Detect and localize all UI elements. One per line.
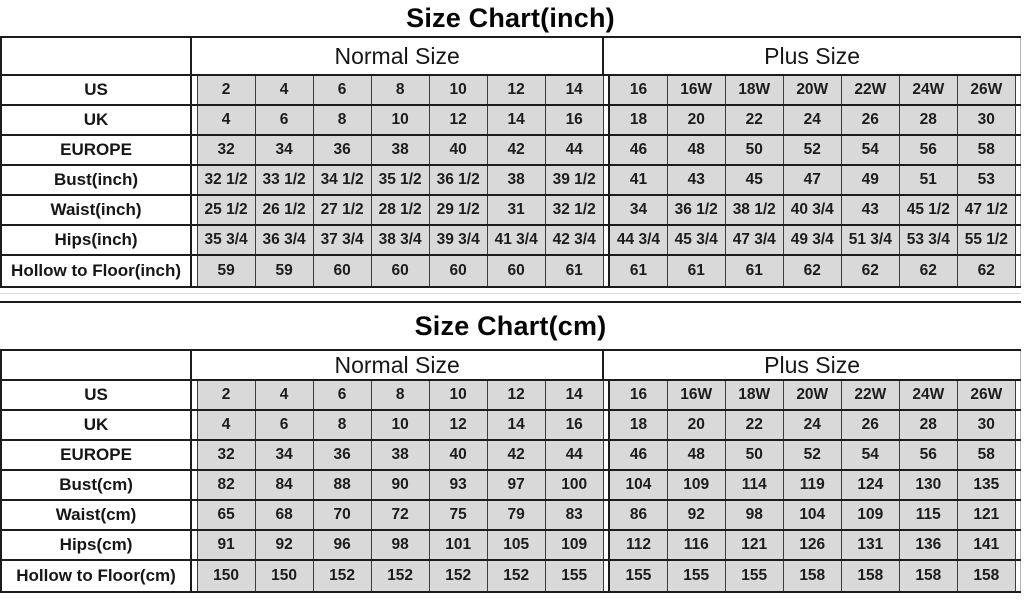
size-cell: 131 — [841, 530, 899, 560]
size-cell: 18W — [725, 75, 783, 105]
size-cell: 40 — [429, 440, 487, 470]
size-cell: 24W — [899, 75, 957, 105]
table-gap-gridline — [0, 288, 1024, 301]
size-cell: 26W — [957, 380, 1015, 410]
size-cell: 60 — [429, 255, 487, 287]
right-spacer — [1015, 440, 1020, 470]
size-cell: 6 — [255, 105, 313, 135]
size-cell: 35 3/4 — [197, 225, 255, 255]
group-header-plus-size: Plus Size — [603, 37, 1020, 75]
table-row — [1, 560, 1021, 592]
size-cell: 152 — [313, 560, 371, 592]
size-cell: 135 — [957, 470, 1015, 500]
size-cell: 36 — [313, 135, 371, 165]
size-cell: 20W — [783, 75, 841, 105]
size-cell: 38 3/4 — [371, 225, 429, 255]
size-cell: 26 — [841, 105, 899, 135]
size-cell: 119 — [783, 470, 841, 500]
size-cell: 49 — [841, 165, 899, 195]
size-cell: 36 3/4 — [255, 225, 313, 255]
size-cell: 47 1/2 — [957, 195, 1015, 225]
size-cell: 39 3/4 — [429, 225, 487, 255]
chart-title-cm: Size Chart(cm) — [0, 301, 1021, 349]
size-chart-inch-section — [0, 0, 1024, 288]
right-spacer — [1015, 530, 1020, 560]
size-cell: 79 — [487, 500, 545, 530]
size-cell: 30 — [957, 105, 1015, 135]
size-cell: 53 — [957, 165, 1015, 195]
size-cell: 101 — [429, 530, 487, 560]
size-cell: 44 3/4 — [609, 225, 667, 255]
size-cell: 36 1/2 — [429, 165, 487, 195]
row-label: Bust(cm) — [1, 470, 191, 500]
size-cell: 72 — [371, 500, 429, 530]
size-cell: 54 — [841, 135, 899, 165]
size-cell: 16 — [609, 380, 667, 410]
table-row — [1, 195, 1021, 225]
table-row — [1, 105, 1021, 135]
size-cell: 35 1/2 — [371, 165, 429, 195]
size-cell: 12 — [487, 380, 545, 410]
size-cell: 105 — [487, 530, 545, 560]
size-cell: 104 — [609, 470, 667, 500]
corner-cell — [1, 350, 191, 380]
size-cell: 22 — [725, 105, 783, 135]
size-cell: 30 — [957, 410, 1015, 440]
size-cell: 48 — [667, 440, 725, 470]
size-cell: 32 1/2 — [545, 195, 603, 225]
size-cell: 56 — [899, 440, 957, 470]
size-cell: 42 3/4 — [545, 225, 603, 255]
size-cell: 18W — [725, 380, 783, 410]
size-cell: 62 — [841, 255, 899, 287]
size-cell: 115 — [899, 500, 957, 530]
size-cell: 34 — [255, 135, 313, 165]
size-cell: 37 3/4 — [313, 225, 371, 255]
size-cell: 116 — [667, 530, 725, 560]
size-cell: 42 — [487, 135, 545, 165]
size-cell: 36 1/2 — [667, 195, 725, 225]
size-cell: 56 — [899, 135, 957, 165]
size-cell: 112 — [609, 530, 667, 560]
row-label: Hollow to Floor(cm) — [1, 560, 191, 592]
size-cell: 22W — [841, 380, 899, 410]
chart-title-inch: Size Chart(inch) — [406, 3, 615, 33]
size-cell: 26W — [957, 75, 1015, 105]
size-cell: 158 — [899, 560, 957, 592]
row-label: Hips(cm) — [1, 530, 191, 560]
size-cell: 155 — [725, 560, 783, 592]
size-cell: 38 1/2 — [725, 195, 783, 225]
size-cell: 34 — [255, 440, 313, 470]
size-cell: 36 — [313, 440, 371, 470]
size-cell: 158 — [783, 560, 841, 592]
right-spacer — [1015, 75, 1020, 105]
size-cell: 62 — [899, 255, 957, 287]
size-cell: 2 — [197, 380, 255, 410]
size-cell: 24 — [783, 410, 841, 440]
row-label: US — [1, 75, 191, 105]
size-cell: 121 — [725, 530, 783, 560]
size-cell: 58 — [957, 135, 1015, 165]
right-spacer — [1015, 135, 1020, 165]
row-label: Bust(inch) — [1, 165, 191, 195]
group-header-row — [1, 350, 1021, 380]
size-cell: 4 — [197, 410, 255, 440]
size-cell: 45 — [725, 165, 783, 195]
size-cell: 59 — [197, 255, 255, 287]
size-cell: 32 — [197, 135, 255, 165]
size-cell: 126 — [783, 530, 841, 560]
size-cell: 58 — [957, 440, 1015, 470]
right-spacer — [1015, 500, 1020, 530]
size-cell: 2 — [197, 75, 255, 105]
size-cell: 45 1/2 — [899, 195, 957, 225]
table-row — [1, 380, 1021, 410]
size-cell: 155 — [545, 560, 603, 592]
size-cell: 39 1/2 — [545, 165, 603, 195]
size-cell: 82 — [197, 470, 255, 500]
size-cell: 10 — [371, 410, 429, 440]
size-cell: 14 — [487, 105, 545, 135]
size-cell: 29 1/2 — [429, 195, 487, 225]
row-label: UK — [1, 410, 191, 440]
row-label: EUROPE — [1, 440, 191, 470]
size-cell: 60 — [487, 255, 545, 287]
size-cell: 91 — [197, 530, 255, 560]
size-cell: 26 — [841, 410, 899, 440]
size-table-inch — [0, 36, 1021, 288]
table-row — [1, 530, 1021, 560]
table-row — [1, 255, 1021, 287]
row-label: Waist(inch) — [1, 195, 191, 225]
size-cell: 42 — [487, 440, 545, 470]
size-cell: 22W — [841, 75, 899, 105]
row-label: EUROPE — [1, 135, 191, 165]
table-row — [1, 500, 1021, 530]
size-cell: 14 — [545, 380, 603, 410]
size-cell: 46 — [609, 440, 667, 470]
size-cell: 109 — [667, 470, 725, 500]
size-cell: 38 — [487, 165, 545, 195]
size-cell: 45 3/4 — [667, 225, 725, 255]
size-cell: 28 — [899, 410, 957, 440]
size-cell: 26 1/2 — [255, 195, 313, 225]
size-cell: 124 — [841, 470, 899, 500]
table-row — [1, 165, 1021, 195]
size-cell: 109 — [545, 530, 603, 560]
size-cell: 121 — [957, 500, 1015, 530]
size-cell: 34 1/2 — [313, 165, 371, 195]
size-cell: 93 — [429, 470, 487, 500]
size-cell: 10 — [429, 75, 487, 105]
size-cell: 4 — [255, 75, 313, 105]
size-cell: 20W — [783, 380, 841, 410]
size-cell: 4 — [255, 380, 313, 410]
size-cell: 27 1/2 — [313, 195, 371, 225]
size-cell: 75 — [429, 500, 487, 530]
row-label: US — [1, 380, 191, 410]
size-cell: 98 — [371, 530, 429, 560]
size-cell: 41 — [609, 165, 667, 195]
size-cell: 12 — [429, 105, 487, 135]
size-cell: 130 — [899, 470, 957, 500]
right-spacer — [1015, 380, 1020, 410]
table-row — [1, 410, 1021, 440]
size-cell: 28 1/2 — [371, 195, 429, 225]
size-cell: 54 — [841, 440, 899, 470]
size-cell: 43 — [667, 165, 725, 195]
size-cell: 44 — [545, 440, 603, 470]
size-cell: 150 — [255, 560, 313, 592]
size-cell: 52 — [783, 440, 841, 470]
size-chart-cm-section — [0, 301, 1024, 593]
size-cell: 53 3/4 — [899, 225, 957, 255]
size-cell: 50 — [725, 440, 783, 470]
size-cell: 16 — [545, 105, 603, 135]
size-cell: 4 — [197, 105, 255, 135]
size-cell: 61 — [545, 255, 603, 287]
size-cell: 14 — [545, 75, 603, 105]
row-label: UK — [1, 105, 191, 135]
size-cell: 158 — [957, 560, 1015, 592]
row-label: Waist(cm) — [1, 500, 191, 530]
size-cell: 47 — [783, 165, 841, 195]
size-cell: 16W — [667, 75, 725, 105]
size-cell: 6 — [313, 380, 371, 410]
size-cell: 55 1/2 — [957, 225, 1015, 255]
size-cell: 88 — [313, 470, 371, 500]
size-cell: 152 — [487, 560, 545, 592]
size-cell: 62 — [783, 255, 841, 287]
size-cell: 152 — [429, 560, 487, 592]
size-cell: 70 — [313, 500, 371, 530]
size-cell: 12 — [487, 75, 545, 105]
size-cell: 32 1/2 — [197, 165, 255, 195]
group-header-row — [1, 37, 1021, 75]
size-cell: 25 1/2 — [197, 195, 255, 225]
size-cell: 24 — [783, 105, 841, 135]
size-cell: 155 — [609, 560, 667, 592]
size-cell: 34 — [609, 195, 667, 225]
size-cell: 47 3/4 — [725, 225, 783, 255]
group-header-normal-size: Normal Size — [191, 350, 603, 380]
size-cell: 150 — [197, 560, 255, 592]
size-cell: 92 — [255, 530, 313, 560]
size-cell: 65 — [197, 500, 255, 530]
size-cell: 40 — [429, 135, 487, 165]
size-cell: 28 — [899, 105, 957, 135]
size-cell: 16W — [667, 380, 725, 410]
right-spacer — [1015, 195, 1020, 225]
table-row — [1, 440, 1021, 470]
group-header-plus-size: Plus Size — [603, 350, 1020, 380]
size-cell: 6 — [255, 410, 313, 440]
size-cell: 38 — [371, 135, 429, 165]
size-cell: 92 — [667, 500, 725, 530]
size-cell: 61 — [609, 255, 667, 287]
size-cell: 46 — [609, 135, 667, 165]
size-cell: 41 3/4 — [487, 225, 545, 255]
size-cell: 20 — [667, 105, 725, 135]
size-cell: 152 — [371, 560, 429, 592]
size-cell: 61 — [725, 255, 783, 287]
size-cell: 49 3/4 — [783, 225, 841, 255]
size-cell: 14 — [487, 410, 545, 440]
table-row — [1, 135, 1021, 165]
size-cell: 31 — [487, 195, 545, 225]
size-cell: 8 — [313, 105, 371, 135]
size-cell: 100 — [545, 470, 603, 500]
size-cell: 6 — [313, 75, 371, 105]
size-cell: 32 — [197, 440, 255, 470]
size-cell: 33 1/2 — [255, 165, 313, 195]
table-row — [1, 225, 1021, 255]
size-cell: 52 — [783, 135, 841, 165]
size-cell: 104 — [783, 500, 841, 530]
size-cell: 18 — [609, 105, 667, 135]
size-cell: 84 — [255, 470, 313, 500]
size-cell: 51 — [899, 165, 957, 195]
table-row — [1, 470, 1021, 500]
right-spacer — [1015, 560, 1020, 592]
size-cell: 18 — [609, 410, 667, 440]
size-cell: 59 — [255, 255, 313, 287]
size-cell: 68 — [255, 500, 313, 530]
size-cell: 114 — [725, 470, 783, 500]
size-cell: 12 — [429, 410, 487, 440]
size-cell: 16 — [609, 75, 667, 105]
row-label: Hips(inch) — [1, 225, 191, 255]
size-cell: 16 — [545, 410, 603, 440]
size-cell: 24W — [899, 380, 957, 410]
size-cell: 136 — [899, 530, 957, 560]
size-cell: 97 — [487, 470, 545, 500]
size-cell: 8 — [371, 75, 429, 105]
corner-cell — [1, 37, 191, 75]
row-label: Hollow to Floor(inch) — [1, 255, 191, 287]
size-cell: 83 — [545, 500, 603, 530]
right-spacer — [1015, 255, 1020, 287]
right-spacer — [1015, 105, 1020, 135]
right-spacer — [1015, 165, 1020, 195]
size-cell: 60 — [313, 255, 371, 287]
size-table-cm — [0, 349, 1021, 593]
right-spacer — [1015, 225, 1020, 255]
size-cell: 51 3/4 — [841, 225, 899, 255]
size-cell: 10 — [429, 380, 487, 410]
size-cell: 158 — [841, 560, 899, 592]
size-cell: 109 — [841, 500, 899, 530]
right-spacer — [1015, 410, 1020, 440]
size-cell: 50 — [725, 135, 783, 165]
size-cell: 98 — [725, 500, 783, 530]
right-spacer — [1015, 470, 1020, 500]
size-cell: 40 3/4 — [783, 195, 841, 225]
size-cell: 86 — [609, 500, 667, 530]
size-cell: 155 — [667, 560, 725, 592]
size-cell: 48 — [667, 135, 725, 165]
size-cell: 22 — [725, 410, 783, 440]
size-cell: 44 — [545, 135, 603, 165]
size-cell: 43 — [841, 195, 899, 225]
size-cell: 20 — [667, 410, 725, 440]
size-cell: 141 — [957, 530, 1015, 560]
size-cell: 90 — [371, 470, 429, 500]
size-cell: 8 — [371, 380, 429, 410]
size-cell: 38 — [371, 440, 429, 470]
size-cell: 62 — [957, 255, 1015, 287]
table-row — [1, 75, 1021, 105]
group-header-normal-size: Normal Size — [191, 37, 603, 75]
size-cell: 60 — [371, 255, 429, 287]
size-cell: 96 — [313, 530, 371, 560]
size-cell: 8 — [313, 410, 371, 440]
size-cell: 61 — [667, 255, 725, 287]
size-cell: 10 — [371, 105, 429, 135]
